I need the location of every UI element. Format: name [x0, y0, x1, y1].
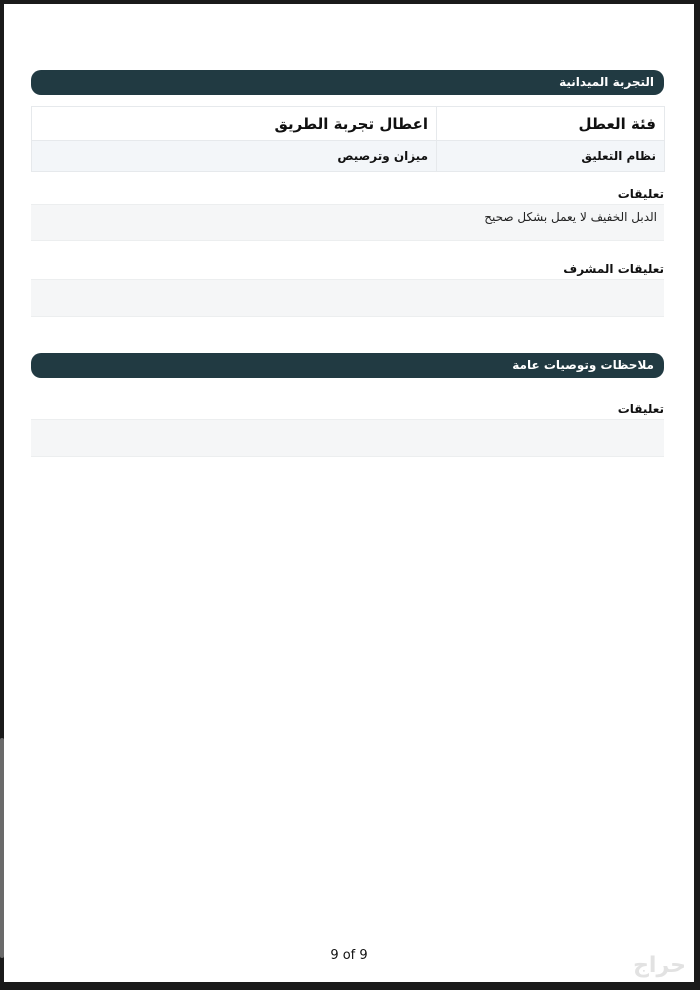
supervisor-comments-label: تعليقات المشرف	[563, 262, 664, 276]
table-row	[32, 141, 665, 172]
comments-label: تعليقات	[617, 187, 664, 201]
general-comments-box	[31, 419, 664, 457]
page-indicator: 9 of 9	[330, 948, 368, 963]
section-title: التجربة الميدانية	[559, 75, 654, 89]
fault-type-value: ميزان وترصيص	[32, 141, 437, 172]
general-comments-label: تعليقات	[617, 402, 664, 416]
section-title: ملاحظات وتوصيات عامة	[512, 358, 654, 372]
section-header-general-notes	[31, 353, 664, 378]
document-page	[4, 4, 694, 982]
fault-table-header-row	[32, 107, 665, 141]
comments-text: الدبل الخفيف لا يعمل بشكل صحيح	[484, 210, 657, 224]
comments-box	[31, 204, 664, 241]
fault-table	[31, 106, 665, 172]
fault-type-header: اعطال تجربة الطريق	[32, 107, 437, 141]
supervisor-comments-box	[31, 279, 664, 317]
fault-category-header: فئة العطل	[437, 107, 665, 141]
section-header-field-test	[31, 70, 664, 95]
watermark-logo: حراج	[633, 953, 686, 978]
fault-category-value: نظام التعليق	[437, 141, 665, 172]
